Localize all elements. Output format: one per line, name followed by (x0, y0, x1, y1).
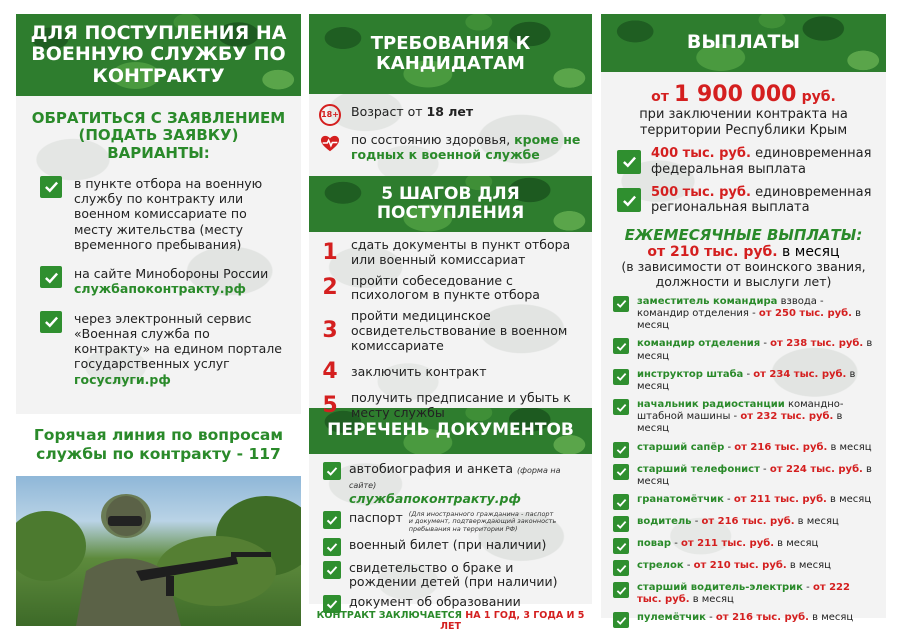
check-icon (613, 516, 629, 532)
position-title: инструктор штаба (637, 368, 744, 380)
apply-title-line3: ВАРИАНТЫ: (107, 143, 210, 162)
position-item (611, 582, 876, 606)
position-title: стрелок (637, 560, 684, 572)
monthly-amount: от 210 тыс. руб. (647, 243, 778, 260)
position-suffix: в месяц (808, 612, 854, 624)
position-mid: взвода - командир отделения - (637, 295, 824, 319)
option-gosuslugi (28, 311, 289, 387)
doc-text: паспорт (349, 510, 403, 526)
position-title: старший телефонист (637, 463, 760, 475)
monthly-amount-line (611, 244, 876, 261)
position-amount: от 224 тыс. руб. (769, 463, 863, 475)
position-mid: - (723, 494, 734, 506)
documents-title: ПЕРЕЧЕНЬ ДОКУМЕНТОВ (327, 420, 574, 441)
position-text (637, 612, 853, 624)
position-amount: от 238 тыс. руб. (770, 338, 864, 350)
requirements-header (309, 14, 592, 94)
doc-passport (323, 511, 582, 532)
position-text (637, 464, 876, 488)
position-item (611, 296, 876, 333)
position-suffix: в месяц (786, 560, 831, 572)
step-text: сдать документы в пункт отбора или военный комиссариат (351, 237, 571, 267)
step-item (319, 359, 582, 385)
position-title: водитель (637, 516, 692, 528)
position-amount: от 211 тыс. руб. (733, 494, 827, 506)
heart-pulse-icon (319, 132, 341, 154)
position-item (611, 494, 876, 510)
position-mid: - (760, 338, 771, 350)
position-amount: от 216 тыс. руб. (734, 441, 828, 453)
regional-payment (611, 185, 876, 216)
federal-payment (611, 146, 876, 177)
check-icon (613, 442, 629, 458)
position-text (637, 582, 876, 606)
position-suffix: в месяц (637, 338, 873, 362)
age-requirement (319, 104, 582, 126)
position-mid: - (671, 538, 681, 550)
step-number: 3 (322, 318, 338, 344)
total-from: от (651, 89, 669, 105)
position-text (637, 494, 871, 506)
position-item (611, 516, 876, 532)
position-text (637, 560, 831, 572)
payment-text: единовременная федеральная выплата (651, 146, 872, 177)
step-number: 1 (322, 239, 338, 265)
position-amount: от 216 тыс. руб. (701, 516, 795, 528)
payment-amount: 400 тыс. руб. (651, 146, 751, 162)
doc-text: автобиография и анкета (349, 461, 514, 476)
position-amount: от 250 тыс. руб. (758, 307, 852, 319)
contract-term-note (309, 610, 592, 632)
check-icon (613, 296, 629, 312)
position-amount: от 216 тыс. руб. (715, 612, 809, 624)
doc-text: военный билет (при наличии) (349, 536, 547, 552)
step-text: пройти собеседование с психологом в пункте отбора (351, 272, 540, 303)
position-text (637, 442, 872, 454)
step-item (319, 309, 582, 353)
contract-service-header (16, 14, 301, 96)
health-prefix: по состоянию здоровья, (351, 132, 515, 147)
hotline-banner (16, 414, 301, 476)
position-suffix: в месяц (774, 538, 819, 550)
documents-list (309, 454, 592, 610)
position-item (611, 399, 876, 436)
position-text (637, 399, 876, 436)
monthly-suffix: в месяц (777, 243, 840, 260)
check-icon (613, 538, 629, 554)
contract-service-link[interactable]: службапоконтракту.рф (74, 281, 246, 297)
position-item (611, 369, 876, 393)
check-icon (617, 188, 641, 212)
steps-title: 5 ШАГОВ ДЛЯ ПОСТУПЛЕНИЯ (376, 183, 525, 223)
steps-list (309, 232, 592, 420)
doc-note: (форма на сайте) (349, 466, 561, 490)
position-mid: - (724, 441, 735, 453)
hotline-text: Горячая линия по вопросам службы по контракту - 117 (33, 426, 284, 463)
column-contract-service (16, 14, 301, 626)
option-text: на сайте Минобороны России (74, 266, 269, 281)
soldier-photo (16, 476, 301, 626)
step-text: получить предписание и убыть к месту службы (351, 390, 571, 420)
check-icon (613, 582, 629, 598)
age-prefix: Возраст от (351, 104, 427, 119)
check-icon (613, 612, 629, 628)
position-mid: командно-штабной машины - (637, 399, 844, 423)
position-title: старший водитель-электрик (637, 582, 803, 594)
positions-list (611, 296, 876, 629)
check-icon (613, 338, 629, 354)
contract-term-prefix: КОНТРАКТ ЗАКЛЮЧАЕТСЯ (316, 610, 466, 621)
step-item (319, 238, 582, 268)
position-title: командир отделения (637, 338, 761, 350)
doc-note: (Для иностранного гражданина - паспорт и документ, подтверждающий законность пребывания на территории РФ) (408, 510, 557, 533)
check-icon (40, 176, 62, 198)
age-18-icon: 18+ (319, 104, 341, 126)
total-condition: при заключении контракта на территории Республики Крым (639, 107, 848, 138)
position-item (611, 612, 876, 628)
step-text: пройти медицинское освидетельствование в военном комиссариате (351, 308, 568, 353)
health-value: кроме не годных к военной службе (351, 132, 581, 162)
apply-title-line1: ОБРАТИТЬСЯ С ЗАЯВЛЕНИЕМ (31, 109, 286, 127)
doc-site-link[interactable]: службапоконтракту.рф (349, 490, 521, 506)
option-mod-website (28, 266, 289, 297)
position-suffix: в месяц (637, 463, 872, 487)
column-payments (601, 14, 886, 624)
position-title: старший сапёр (637, 441, 725, 453)
position-amount: от 211 тыс. руб. (680, 538, 774, 550)
position-item (611, 538, 876, 554)
check-icon (613, 399, 629, 415)
apply-title (28, 110, 289, 162)
step-number: 5 (322, 392, 338, 418)
position-mid: - (759, 463, 770, 475)
monthly-note: (в зависимости от воинского звания, должности и выслуги лет) (621, 259, 866, 290)
payments-title: ВЫПЛАТЫ (686, 31, 801, 54)
position-text (637, 516, 839, 528)
soldier-illustration (16, 476, 301, 626)
position-item (611, 442, 876, 458)
check-icon (617, 150, 641, 174)
monthly-title: ЕЖЕМЕСЯЧНЫЕ ВЫПЛАТЫ: (624, 225, 863, 244)
position-suffix: в месяц (689, 594, 734, 606)
step-item (319, 274, 582, 304)
check-icon (613, 560, 629, 576)
payment-text: единовременная региональная выплата (651, 184, 872, 216)
position-mid: - (691, 516, 702, 528)
doc-text: документ об образовании (349, 594, 521, 610)
position-suffix: в месяц (794, 516, 839, 528)
position-amount: от 234 тыс. руб. (753, 368, 847, 380)
column-requirements (309, 14, 592, 632)
check-icon (323, 538, 341, 556)
option-text: через электронный сервис «Военная служба по контракту» на едином портале государственных услуг (74, 310, 282, 372)
position-item (611, 464, 876, 488)
position-title: начальник радиостанции (637, 399, 785, 411)
position-title: пулемётчик (637, 612, 706, 624)
check-icon (613, 369, 629, 385)
option-text: в пункте отбора на военную службу по контракту или военном комиссариате по месту жительства (месту временного пребывания) (74, 175, 263, 252)
step-number: 4 (322, 359, 338, 385)
check-icon (613, 464, 629, 480)
step-text: заключить контракт (351, 363, 487, 379)
position-mid: - (705, 612, 716, 624)
gosuslugi-link[interactable]: госуслуги.рф (74, 371, 171, 387)
doc-text: свидетельство о браке и рождении детей (при наличии) (349, 559, 558, 590)
step-number: 2 (322, 275, 338, 301)
doc-military-id (323, 538, 582, 556)
position-mid: - (683, 560, 694, 572)
doc-marriage-birth (323, 561, 582, 591)
total-amount: 1 900 000 (674, 82, 797, 107)
contract-service-title: ДЛЯ ПОСТУПЛЕНИЯ НА ВОЕННУЮ СЛУЖБУ ПО КОНТРАКТУ (30, 22, 287, 87)
position-text (637, 338, 876, 362)
position-suffix: в месяц (637, 411, 843, 435)
payments-body (601, 72, 886, 624)
check-icon (40, 266, 62, 288)
position-item (611, 338, 876, 362)
position-item (611, 560, 876, 576)
requirements-body (309, 94, 592, 176)
check-icon (613, 494, 629, 510)
payments-header (601, 14, 886, 72)
position-title: гранатомётчик (637, 494, 724, 506)
check-icon (323, 511, 341, 529)
requirements-title: ТРЕБОВАНИЯ К КАНДИДАТАМ (370, 32, 531, 74)
position-mid: - (802, 582, 813, 594)
health-requirement (319, 132, 582, 162)
position-suffix: в месяц (827, 441, 872, 453)
position-amount: от 210 тыс. руб. (693, 560, 787, 572)
position-mid: - (743, 368, 754, 380)
age-value: 18 лет (426, 104, 474, 119)
check-icon (40, 311, 62, 333)
position-text (637, 538, 818, 550)
apply-title-line2: (ПОДАТЬ ЗАЯВКУ) (78, 126, 239, 145)
steps-header (309, 176, 592, 232)
check-icon (323, 462, 341, 480)
position-text (637, 369, 876, 393)
position-suffix: в месяц (826, 494, 872, 506)
option-recruiting-point (28, 176, 289, 252)
contract-term-values: НА 1 ГОД, 3 ГОДА И 5 ЛЕТ (440, 610, 585, 632)
apply-section (16, 96, 301, 414)
total-payment (611, 82, 876, 107)
step-item (319, 391, 582, 421)
position-amount: от 232 тыс. руб. (740, 411, 834, 423)
position-text (637, 296, 876, 333)
check-icon (323, 561, 341, 579)
position-suffix: в месяц (637, 307, 861, 332)
position-amount: от 222 тыс. руб. (637, 582, 850, 606)
position-title: заместитель командира (637, 295, 778, 307)
position-title: повар (637, 538, 672, 550)
doc-autobiography (323, 462, 582, 506)
position-suffix: в месяц (637, 368, 856, 392)
payment-amount: 500 тыс. руб. (651, 184, 751, 200)
total-currency: руб. (801, 89, 836, 105)
